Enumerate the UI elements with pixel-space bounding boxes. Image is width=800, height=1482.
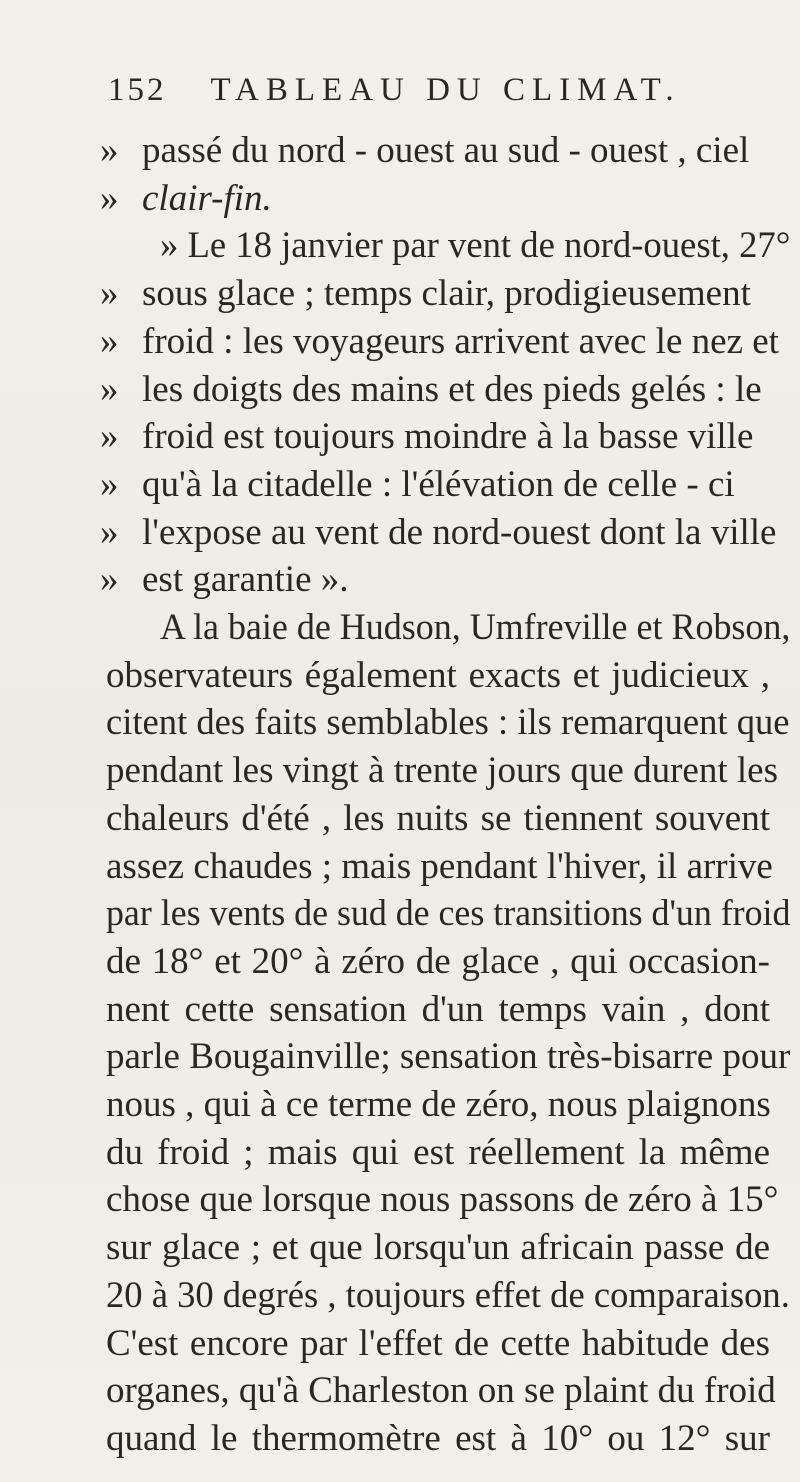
quote-mark: » — [100, 416, 119, 458]
quote-mark: » — [100, 130, 119, 171]
quote-mark: » — [100, 320, 119, 362]
paragraph-line: chose que lorsque nous passons de zéro à 15° — [106, 1179, 779, 1221]
quote-text: les doigts des mains et des pieds gelés : le — [142, 368, 762, 410]
quote-line — [100, 132, 749, 169]
paragraph-line: pendant les vingt à trente jours que durent les — [106, 750, 778, 792]
quote-text: qu'à la citadelle : l'élévation de celle - ci — [142, 463, 735, 505]
quote-line — [100, 177, 272, 219]
paragraph-line: parle Bougainville; sensation très-bisarre pour — [106, 1036, 791, 1078]
quote-mark: » — [100, 273, 119, 315]
quote-text: » Le 18 janvier par vent de nord-ouest, 27° — [160, 225, 791, 267]
paragraph-line: observateurs également exacts et judicieux , — [106, 654, 770, 696]
paragraph-line: nent cette sensation d'un temps vain , dont — [106, 988, 770, 1030]
running-title: TABLEAU DU CLIMAT. — [210, 72, 681, 108]
quote-mark: » — [100, 559, 119, 601]
quote-line — [100, 368, 762, 410]
paragraph-line: 20 à 30 degrés , toujours effet de comparaison. — [106, 1274, 790, 1316]
paragraph-line: C'est encore par l'effet de cette habitude des — [106, 1322, 770, 1364]
quote-mark: » — [100, 177, 119, 219]
paragraph-line: organes, qu'à Charleston on se plaint du froid — [106, 1370, 776, 1412]
quote-line — [100, 511, 777, 553]
quote-text: est garantie ». — [142, 559, 349, 601]
paragraph-line: chaleurs d'été , les nuits se tiennent souvent — [106, 797, 770, 839]
quote-text: l'expose au vent de nord-ouest dont la ville — [142, 511, 777, 553]
quote-line — [100, 463, 735, 505]
paragraph-line: A la baie de Hudson, Umfreville et Robson, — [160, 607, 791, 649]
paragraph-line: du froid ; mais qui est réellement la même — [106, 1131, 770, 1173]
running-header — [108, 72, 681, 109]
quote-text: froid est toujours moindre à la basse ville — [142, 416, 754, 458]
paragraph-line: sur glace ; et que lorsqu'un africain passe de — [106, 1227, 770, 1269]
quote-text: passé du nord - ouest au sud - ouest , ciel — [142, 130, 750, 171]
quote-text: sous glace ; temps clair, prodigieusement — [142, 273, 751, 315]
paragraph-line: citent des faits semblables : ils remarquent que — [106, 702, 790, 744]
paragraph-line: de 18° et 20° à zéro de glace , qui occasion- — [106, 940, 770, 982]
quote-mark: » — [100, 368, 119, 410]
quote-line — [160, 225, 791, 267]
paragraph-line: nous , qui à ce terme de zéro, nous plaignons — [106, 1084, 771, 1126]
quote-text: clair-fin. — [142, 177, 272, 219]
quote-line — [100, 559, 349, 601]
quote-mark: » — [100, 463, 119, 505]
paragraph-line: quand le thermomètre est à 10° ou 12° sur — [106, 1418, 770, 1459]
quote-line — [100, 416, 754, 458]
quote-text: froid : les voyageurs arrivent avec le nez et — [142, 320, 779, 362]
paragraph-line: assez chaudes ; mais pendant l'hiver, il arrive — [106, 845, 773, 887]
quote-mark: » — [100, 511, 119, 553]
page-number: 152 — [108, 72, 167, 108]
paragraph-line: par les vents de sud de ces transitions d'un froid — [106, 893, 791, 935]
quote-line — [100, 320, 779, 362]
quote-line — [100, 273, 751, 315]
